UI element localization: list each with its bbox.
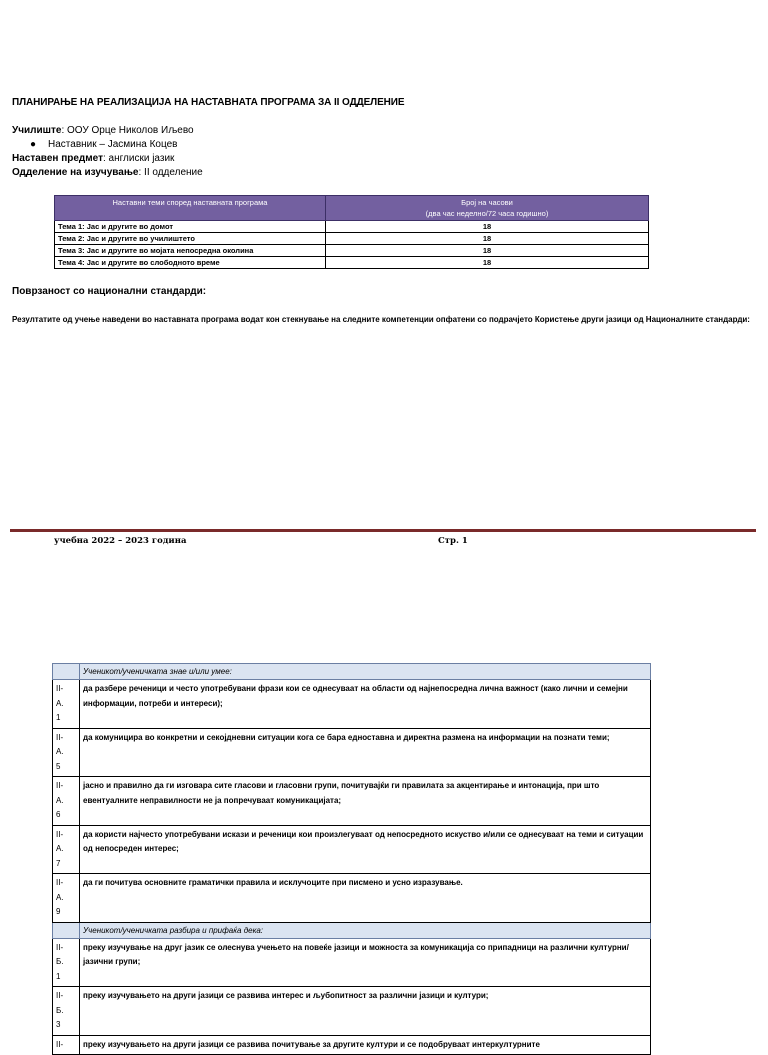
code-part: А. [56,844,64,853]
outcome-code [53,987,80,1036]
hours-header-sub: (два час неделно/72 часа годишно) [425,209,549,218]
code-part: А. [56,795,64,805]
topics-header-row [55,196,649,221]
outcome-code [53,874,80,923]
topic-row [55,233,649,245]
outcome-text: јасно и правилно да ги изговара сите гласови и гласовни групи, почитувајќи ги правилата за акцентирање и интонација, при што евентуалните неправилности не ја попречуваат комуникацијата; [80,777,651,826]
code-part: А. [56,892,64,902]
outcome-row [53,728,651,777]
school-value: : ООУ Орце Николов Иљево [61,125,194,136]
grade-line [12,167,203,178]
outcome-row [53,825,651,874]
code-part: II- [56,942,64,952]
outcome-text: преку изучување на друг јазик се олеснува учењето на повеќе јазици и можноста за комуникација со припадници на различни културни/јазични групи; [80,938,651,987]
section-code-cell [53,922,80,938]
teacher-line [30,139,178,150]
school-line [12,125,194,136]
code-part: II- [56,829,64,839]
code-part: 9 [56,907,61,916]
outcome-text: да комуницира во конкретни и секојдневни ситуации кога се бара едноставна и директна размена на информации на познати теми; [80,728,651,777]
outcome-text: преку изучувањето на други јазици се развива почитување за другите култури и се подобруваат интеркултурните [80,1035,651,1055]
outcome-row [53,680,651,729]
outcome-row [53,777,651,826]
code-part: 6 [56,810,61,819]
subject-line [12,153,174,164]
topic-name: Тема 2: Јас и другите во училиштето [55,233,326,245]
teacher-value: Наставник – Јасмина Коцев [48,139,178,150]
footer-page-number: Стр. 1 [438,536,468,546]
outcome-code [53,825,80,874]
outcome-code [53,1035,80,1055]
footer-year: учебна 2022 – 2023 година [54,536,187,546]
code-part: II- [56,878,64,887]
code-part: II- [56,684,64,693]
topics-header-right [326,196,649,221]
code-part: II- [56,732,64,742]
school-label: Училиште [12,125,62,136]
outcome-code [53,680,80,729]
outcome-text: преку изучувањето на други јазици се развива интерес и љубопитност за различни јазици и култури; [80,987,651,1036]
code-part: II- [56,1039,64,1049]
topic-row [55,245,649,257]
outcome-row [53,987,651,1036]
topic-name: Тема 4: Јас и другите во слободното време [55,257,326,269]
code-part: 3 [56,1020,61,1029]
footer-divider [10,529,756,532]
code-part: 7 [56,858,61,868]
code-part: II- [56,781,64,790]
code-part: Б. [56,957,64,966]
code-part: 1 [56,713,61,722]
topics-table [54,195,649,269]
hours-header: Број на часови [461,198,513,207]
outcome-code [53,938,80,987]
grade-value: : II одделение [138,167,203,178]
outcome-row [53,938,651,987]
outcome-code [53,777,80,826]
topic-name: Тема 3: Јас и другите во мојата непосредна околина [55,245,326,257]
outcomes-table [52,663,651,1055]
code-part: 1 [56,971,61,981]
section-code-cell [53,664,80,680]
standards-paragraph: Резултатите од учење наведени во наставната програма водат кон стекнување на следните компетенции опфатени со подрачјето Користење други јазици од Националните стандарди: [12,315,750,324]
outcome-text: да ги почитува основните граматички правила и исклучоците при писмено и усно изразување. [80,874,651,923]
outcome-row [53,874,651,923]
subject-label: Наставен предмет [12,153,103,164]
topic-row [55,221,649,233]
code-part: 5 [56,761,61,771]
grade-label: Одделение на изучување [12,167,139,178]
outcome-text: да користи најчесто употребувани искази и реченици кои произлегуваат од непосредното искуство и/или се однесуваат на теми и ситуации од непосреден интерес; [80,825,651,874]
outcome-text: да разбере реченици и често употребувани фрази кои се однесуваат на области од најнепосредна лична важност (како лични и семејни информации, потреби и интереси); [80,680,651,729]
outcomes-section-header [53,922,651,938]
code-part: II- [56,991,64,1000]
section-a-label: Ученикот/ученичката знае и/или умее: [80,664,651,680]
topic-hours: 18 [326,245,649,257]
topic-hours: 18 [326,221,649,233]
topic-row [55,257,649,269]
code-part: А. [56,747,64,756]
topics-header-left: Наставни теми според наставната програма [55,196,326,221]
outcomes-section-header [53,664,651,680]
topic-hours: 18 [326,233,649,245]
bullet-icon: ● [30,139,37,150]
outcome-row [53,1035,651,1055]
document-title: ПЛАНИРАЊЕ НА РЕАЛИЗАЦИЈА НА НАСТАВНАТА ПРОГРАМА ЗА II ОДДЕЛЕНИЕ [12,97,405,108]
code-part: А. [56,698,64,708]
topic-name: Тема 1: Јас и другите во домот [55,221,326,233]
section-b-label: Ученикот/ученичката разбира и прифаќа дека: [80,922,651,938]
topic-hours: 18 [326,257,649,269]
standards-heading: Поврзаност со национални стандарди: [12,286,207,297]
subject-value: : англиски јазик [102,153,175,164]
code-part: Б. [56,1005,64,1015]
outcome-code [53,728,80,777]
